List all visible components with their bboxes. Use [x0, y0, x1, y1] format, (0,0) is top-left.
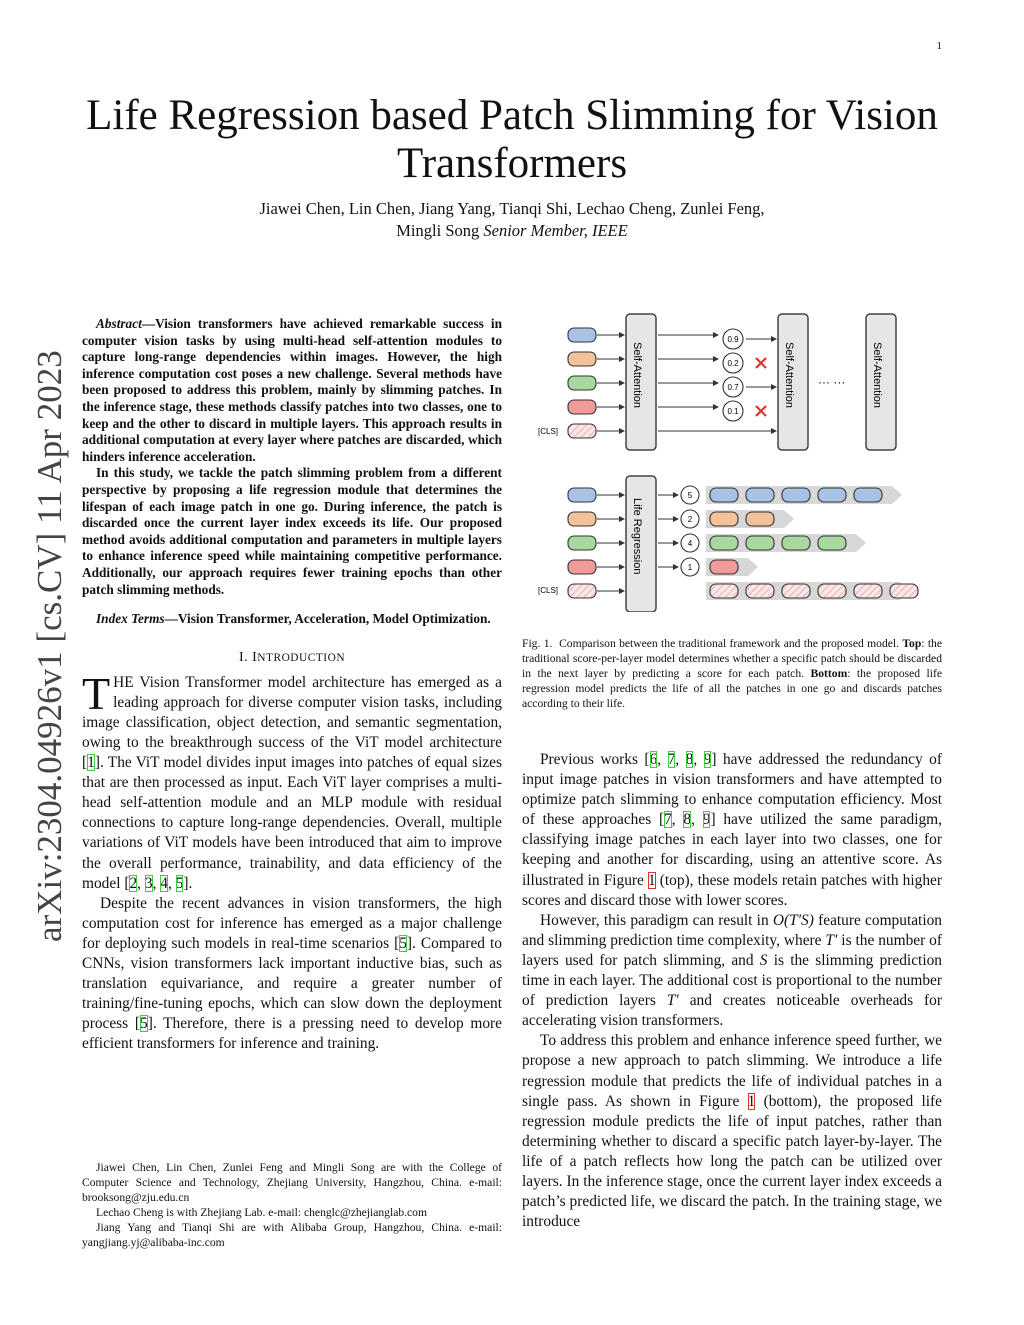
- math-symbol: T′: [825, 931, 838, 949]
- right-body: [522, 750, 942, 1232]
- cls-life-token: [818, 584, 846, 598]
- citation-link[interactable]: 5: [140, 1015, 148, 1033]
- life-token: [710, 488, 738, 502]
- index-terms: [82, 611, 502, 628]
- citation-link[interactable]: 7: [664, 811, 672, 829]
- arxiv-id: arXiv:2304.04926v1 [cs.CV] 11 Apr 2023: [30, 350, 69, 942]
- figure-caption: Fig. 1. Comparison between the traditional framework and the proposed model. Top: the traditional score-per-layer model determines whether a specific patch should be discarded in the next layer by predicting a score for each patch. Bottom: the proposed life regression model predicts the life of all the patches in one go and discards patches according to their life.: [522, 637, 942, 710]
- citation-link[interactable]: 6: [649, 751, 658, 768]
- life-label: 1: [687, 563, 693, 572]
- left-column: [82, 316, 502, 1054]
- abstract-label: Abstract: [96, 316, 142, 331]
- abstract: [82, 316, 502, 598]
- patch-token: [568, 488, 596, 502]
- life-token: [782, 536, 810, 550]
- right-paragraph-2: However, this paradigm can result in O(T′S) feature computation and slimming prediction time complexity, where T′ is the number of layers used for patch slimming, and S is the slimming prediction time in each layer. The additional cost is proportional to the number of prediction layers T′ and creates noticeable overheads for accelerating vision transformers.: [522, 911, 942, 1030]
- self-attention-label-2: Self-Attention: [783, 342, 795, 409]
- right-column: [522, 750, 942, 1232]
- citation-link[interactable]: 1: [87, 754, 95, 772]
- life-token: [746, 488, 774, 502]
- citation-link[interactable]: 3: [144, 874, 153, 892]
- caption-top-label: Top: [902, 637, 922, 650]
- section-heading-introduction: [82, 650, 502, 666]
- cls-life-token: [746, 584, 774, 598]
- citation-link[interactable]: 9: [702, 811, 711, 829]
- footnote: [82, 1160, 502, 1250]
- citation-link[interactable]: 9: [703, 751, 712, 768]
- score-label: 0.1: [727, 407, 739, 416]
- life-token: [746, 512, 774, 526]
- score-label: 0.7: [727, 383, 739, 392]
- cls-life-token: [890, 584, 918, 598]
- figure-reference-link[interactable]: 1: [647, 871, 656, 889]
- author-role: Senior Member, IEEE: [483, 221, 628, 240]
- patch-token: [568, 512, 596, 526]
- math-complexity: O(T′S): [772, 911, 814, 929]
- footnote-affiliation-3: Jiang Yang and Tianqi Shi are with Alibaba Group, Hangzhou, China. e-mail: yangjiang.yj@alibaba-inc.com: [82, 1221, 502, 1249]
- bottom-panel: [538, 476, 918, 612]
- life-token: [746, 536, 774, 550]
- paper-title: [60, 92, 964, 188]
- figure-1: [522, 312, 942, 612]
- self-attention-label-1: Self-Attention: [631, 342, 643, 409]
- caption-label: Fig. 1.: [522, 637, 553, 650]
- footnote-affiliation-1: Jiawei Chen, Lin Chen, Zunlei Feng and Mingli Song are with the College of Computer Science and Technology, Zhejiang University, Hangzhou, China. e-mail: brooksong@zju.edu.cn: [82, 1161, 502, 1204]
- patch-token: [568, 352, 596, 366]
- life-regression-label: Life Regression: [631, 498, 643, 575]
- introduction-body: [82, 667, 502, 1055]
- citation-link[interactable]: 4: [160, 874, 168, 892]
- section-number: I.: [238, 649, 249, 665]
- abstract-paragraph-1: [82, 316, 502, 465]
- math-symbol: T′: [666, 992, 679, 1010]
- patch-token: [568, 376, 596, 390]
- citation-link[interactable]: 2: [129, 874, 138, 892]
- citation-link[interactable]: 8: [683, 811, 692, 829]
- life-token: [818, 536, 846, 550]
- page-number: 1: [936, 40, 942, 52]
- ellipsis: ··· ···: [818, 375, 846, 389]
- cls-life-token: [782, 584, 810, 598]
- author-name: Mingli Song: [396, 221, 480, 240]
- citation-link[interactable]: 5: [399, 934, 407, 952]
- patch-token: [568, 560, 596, 574]
- arxiv-stamp: [22, 350, 69, 942]
- score-label: 0.2: [727, 359, 739, 368]
- cls-token: [568, 424, 596, 438]
- life-token: [818, 488, 846, 502]
- cls-life-token: [710, 584, 738, 598]
- life-label: 5: [687, 491, 693, 500]
- patch-token: [568, 328, 596, 342]
- patch-token: [568, 400, 596, 414]
- cls-life-token: [854, 584, 882, 598]
- self-attention-label-3: Self-Attention: [871, 342, 883, 409]
- footnote-affiliation-2: Lechao Cheng is with Zhejiang Lab. e-mail: chenglc@zhejianglab.com: [96, 1206, 427, 1219]
- caption-bottom-label: Bottom: [810, 667, 848, 680]
- dropcap: T: [82, 667, 111, 719]
- citation-link[interactable]: 8: [685, 751, 694, 768]
- life-label: 2: [687, 515, 693, 524]
- authors-line-1: Jiawei Chen, Lin Chen, Jiang Yang, Tianqi Shi, Lechao Cheng, Zunlei Feng,: [259, 199, 765, 218]
- cls-token: [568, 584, 596, 598]
- abstract-text-1: —Vision transformers have achieved remarkable success in computer vision tasks by using multi-head self-attention modules to capture long-range dependencies within images. However, the high inference computation cost poses a new challenge. Several methods have been proposed to address this problem, mainly by slimming patches. In the inference stage, these methods classify patches into two classes, one to keep and the other to discard in multiple layers. This approach results in additional computation at every layer where patches are discarded, which hinders inference acceleration.: [82, 316, 502, 464]
- cls-label-top: [CLS]: [538, 427, 559, 436]
- life-token: [710, 560, 738, 574]
- section-title: INTRODUCTION: [252, 649, 346, 665]
- author-list: [80, 198, 944, 242]
- abstract-paragraph-2: In this study, we tackle the patch slimming problem from a different perspective by proposing a life regression module that determines the lifespan of each image patch in one go. During inference, the patch is discarded once the current layer index exceeds its life. Our proposed method avoids additional computation and parameters in multiple layers to enhance inference speed while maintaining competitive performance. Additionally, our approach requires fewer training epochs than other patch slimming methods.: [82, 465, 502, 597]
- intro-paragraph-2: Despite the recent advances in vision transformers, the high computation cost for inference has emerged as a major challenge for deploying such models in real-time scenarios [5]. Compared to CNNs, vision transformers lack important inductive bias, such as translation equivariance, and require a greater number of training/fine-tuning epochs, which can slow down the deployment process [5]. Therefore, there is a pressing need to develop more efficient transformers for inference and training.: [82, 894, 502, 1053]
- title-line-2: Transformers: [396, 140, 628, 187]
- right-paragraph-1: Previous works [6, 7, 8, 9] have addressed the redundancy of input image patches in vision transformers and have attempted to optimize patch slimming to enhance computation efficiency. Most of these approaches [7, 8, 9] have utilized the same paradigm, classifying image patches in each layer into two classes, one for keeping and another for discarding, using an attentive score. As illustrated in Figure 1 (top), these models retain patches with higher scores and discard those with lower scores.: [522, 751, 943, 909]
- life-label: 4: [687, 539, 693, 548]
- index-terms-text: —Vision Transformer, Acceleration, Model Optimization.: [164, 611, 491, 627]
- life-token: [710, 536, 738, 550]
- right-paragraph-3: To address this problem and enhance inference speed further, we propose a new approach to patch slimming. We introduce a life regression module that predicts the life of individual patches in a single pass. As shown in Figure 1 (bottom), the proposed life regression module predicts the life of input patches, rather than determining whether to discard a specific patch layer-by-layer. The life of a patch reflects how long the patch can be utilized over layers. In the inference stage, once the current layer index exceeds a patch’s predicted life, we discard the patch. In the training stage, we introduce: [522, 1032, 942, 1231]
- patch-token: [568, 536, 596, 550]
- figure-diagram: [522, 312, 942, 612]
- life-token: [854, 488, 882, 502]
- top-panel: [538, 314, 896, 450]
- life-token: [782, 488, 810, 502]
- math-symbol: S: [759, 951, 768, 969]
- score-label: 0.9: [727, 335, 739, 344]
- life-token: [710, 512, 738, 526]
- title-line-1: Life Regression based Patch Slimming for Vision: [86, 92, 938, 139]
- cls-label-bottom: [CLS]: [538, 586, 559, 595]
- figure-reference-link[interactable]: 1: [747, 1092, 756, 1110]
- index-terms-label: Index Terms: [96, 611, 165, 627]
- intro-paragraph-1: THE Vision Transformer model architecture has emerged as a leading approach for diverse computer vision tasks, including image classification, object detection, and semantic segmentation, owing to the breakthrough success of the ViT model architecture [1]. The ViT model divides input images into patches of equal sizes that are then processed as input. Each ViT layer comprises a multi-head self-attention module and an MLP module with residual connections to capture long-range dependencies. Overall, multiple variations of ViT models have been introduced that aim to improve the overall performance, trainability, and data efficiency of the model [2, 3, 4, 5].: [82, 667, 502, 892]
- authors-line-2: [80, 220, 944, 242]
- citation-link[interactable]: 7: [667, 751, 676, 768]
- citation-link[interactable]: 5: [175, 874, 184, 892]
